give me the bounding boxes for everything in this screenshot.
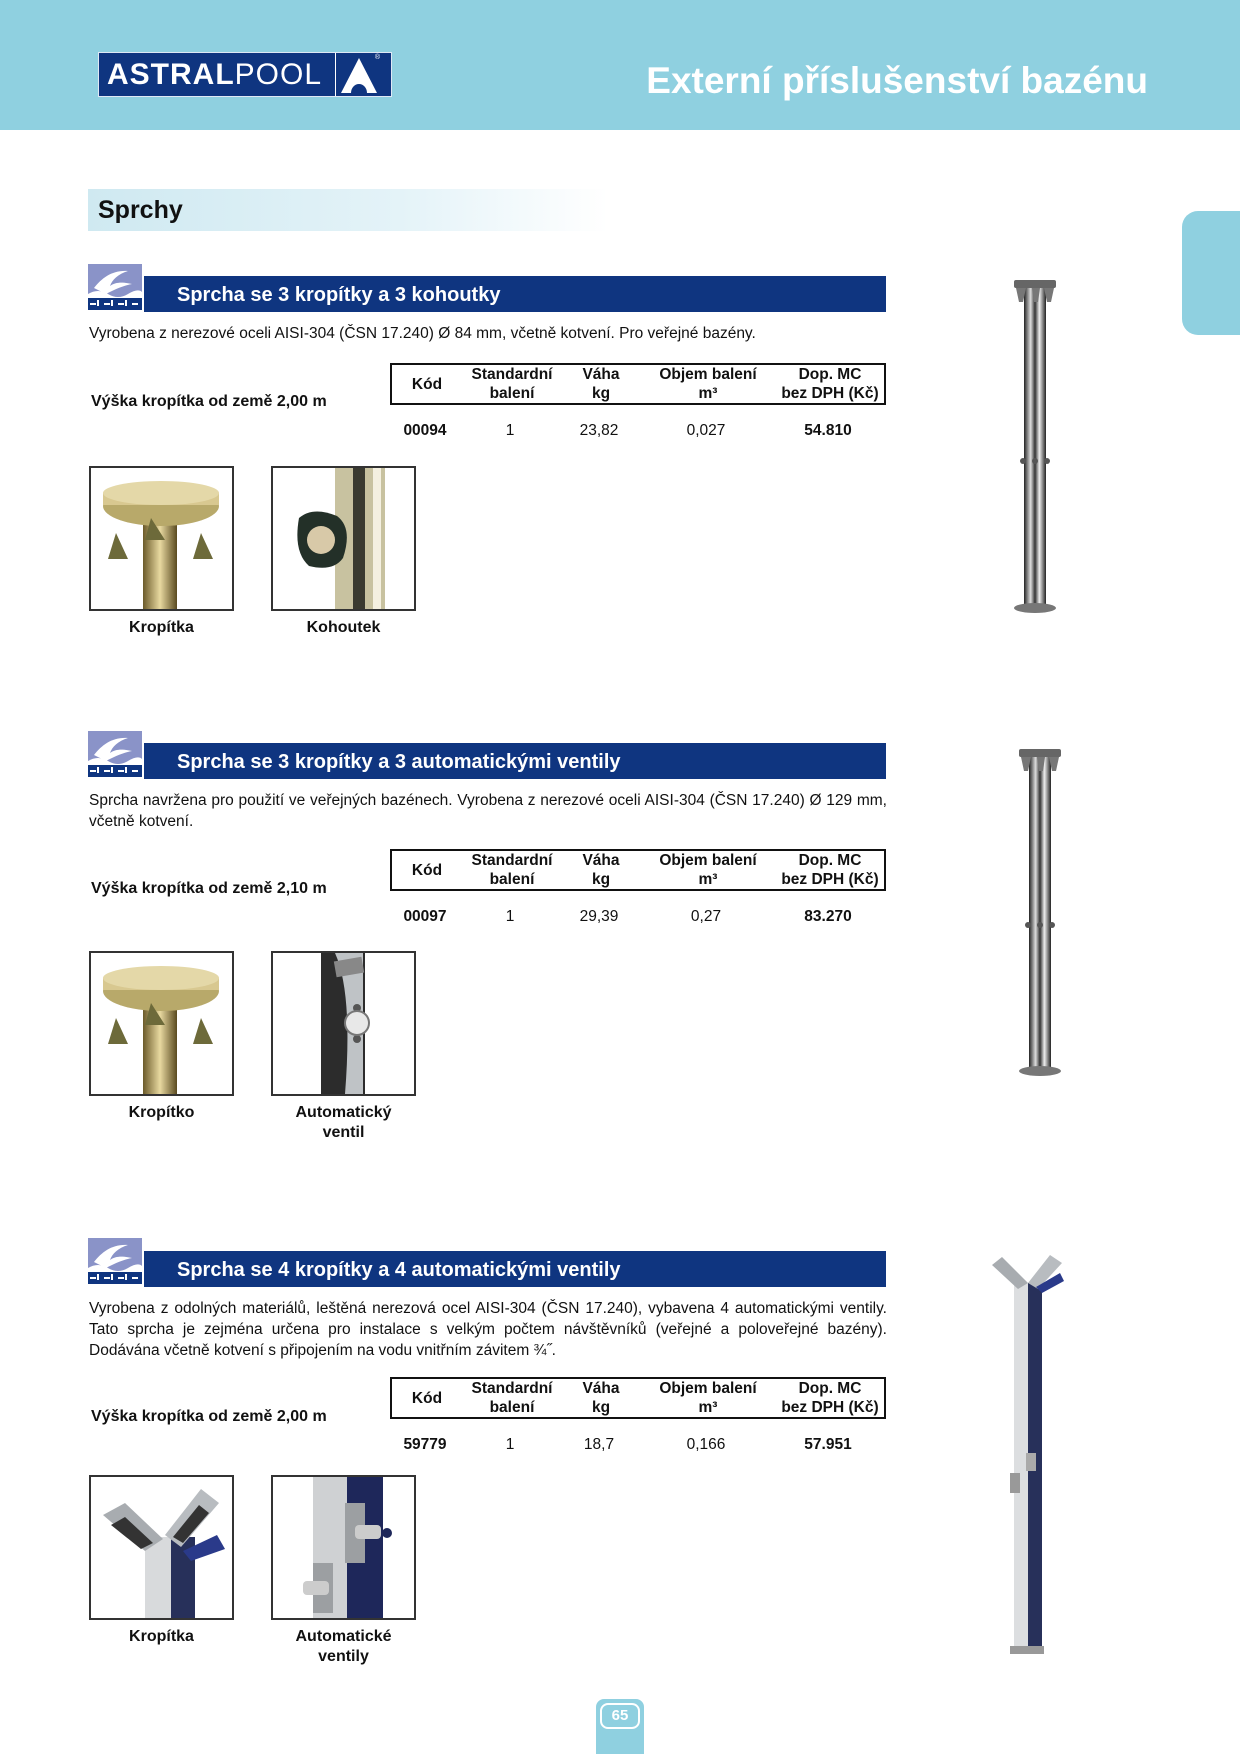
shower-height-label: Výška kropítka od země 2,00 m — [91, 1408, 327, 1425]
spec-table — [390, 849, 886, 931]
product-description: Vyrobena z odolných materiálů, leštěná nerezová ocel AISI-304 (ČSN 17.240), vybavena 4 automatickými ventily. Tato sprcha je zejména určena pro instalace s velkým počtem návštěvníků (veřejné a poloveřejné bazény). Dodávána včetně kotvení s připojením na vodu vnitřním závitem ¾˝. — [89, 1300, 887, 1359]
cell-baleni: 1 — [505, 1435, 515, 1453]
shower-heads-photo — [89, 466, 234, 611]
brand-light: POOL — [234, 57, 323, 91]
cell-vaha: 29,39 — [579, 907, 619, 925]
page-title: Externí příslušenství bazénu — [646, 60, 1148, 101]
page-header — [0, 0, 1240, 130]
automatic-valves-photo — [271, 1475, 416, 1620]
table-row — [390, 415, 886, 445]
table-row — [390, 1429, 886, 1459]
cell-kod: 00097 — [403, 907, 447, 925]
shower-height-label: Výška kropítka od země 2,00 m — [91, 393, 327, 410]
public-pool-icon — [88, 264, 142, 310]
col-standard: Standardní balení — [471, 852, 553, 888]
astralpool-a-icon — [335, 53, 382, 96]
round-shower-photo — [1010, 276, 1060, 621]
round-shower-photo — [1015, 745, 1065, 1085]
thumb-caption: Automatické ventily — [295, 1628, 392, 1665]
col-objem: Objem balení m³ — [659, 852, 757, 888]
registered-mark: ® — [374, 54, 380, 61]
col-vaha: Váha kg — [582, 1380, 620, 1416]
spec-table-header — [390, 1377, 886, 1419]
section-title: Sprchy — [98, 196, 183, 224]
col-kod: Kód — [411, 375, 443, 393]
col-vaha: Váha kg — [582, 852, 620, 888]
product-title: Sprcha se 3 kropítky a 3 automatickými ventily — [177, 751, 621, 773]
public-pool-icon — [88, 731, 142, 777]
col-cena: Dop. MC bez DPH (Kč) — [781, 1380, 879, 1416]
cell-cena: 57.951 — [804, 1435, 852, 1453]
shower-height-label: Výška kropítka od země 2,10 m — [91, 880, 327, 897]
col-kod: Kód — [411, 861, 443, 879]
thumb-caption: Kropítko — [128, 1104, 195, 1121]
product-description: Sprcha navržena pro použití ve veřejných bazénech. Vyrobena z nerezové oceli AISI-304 (ČSN 17.240) Ø 129 mm, včetně kotvení. — [89, 792, 887, 830]
cell-objem: 0,166 — [686, 1435, 726, 1453]
thumb-caption: Kropítka — [129, 619, 194, 636]
cell-objem: 0,27 — [690, 907, 722, 925]
faucet-photo — [271, 466, 416, 611]
page-number: 65 — [600, 1703, 640, 1729]
public-pool-icon — [88, 1238, 142, 1284]
square-shower-heads-photo — [89, 1475, 234, 1620]
cell-cena: 83.270 — [804, 907, 852, 925]
col-objem: Objem balení m³ — [659, 1380, 757, 1416]
side-tab-marker — [1182, 211, 1240, 335]
col-cena: Dop. MC bez DPH (Kč) — [781, 852, 879, 888]
cell-kod: 00094 — [403, 421, 447, 439]
shower-head-photo — [89, 951, 234, 1096]
spec-table-header — [390, 849, 886, 891]
cell-kod: 59779 — [403, 1435, 447, 1453]
col-kod: Kód — [411, 1389, 443, 1407]
brand-bold: ASTRAL — [107, 57, 235, 91]
cell-baleni: 1 — [505, 907, 515, 925]
col-standard: Standardní balení — [471, 366, 553, 402]
product-title: Sprcha se 4 kropítky a 4 automatickými ventily — [177, 1259, 621, 1281]
thumb-caption: Kropítka — [129, 1628, 194, 1645]
cell-vaha: 18,7 — [583, 1435, 615, 1453]
spec-table-header — [390, 363, 886, 405]
thumb-caption: Automatický ventil — [295, 1104, 392, 1141]
col-vaha: Váha kg — [582, 366, 620, 402]
automatic-valve-photo — [271, 951, 416, 1096]
cell-objem: 0,027 — [686, 421, 726, 439]
spec-table — [390, 363, 886, 445]
table-row — [390, 901, 886, 931]
astralpool-logo — [98, 52, 392, 97]
cell-baleni: 1 — [505, 421, 515, 439]
cell-vaha: 23,82 — [579, 421, 619, 439]
product-description: Vyrobena z nerezové oceli AISI-304 (ČSN 17.240) Ø 84 mm, včetně kotvení. Pro veřejné bazény. — [89, 325, 756, 342]
col-standard: Standardní balení — [471, 1380, 553, 1416]
page-number-tab — [596, 1699, 644, 1754]
col-objem: Objem balení m³ — [659, 366, 757, 402]
square-shower-photo — [990, 1253, 1065, 1663]
cell-cena: 54.810 — [804, 421, 852, 439]
spec-table — [390, 1377, 886, 1459]
product-title: Sprcha se 3 kropítky a 3 kohoutky — [177, 284, 501, 306]
col-cena: Dop. MC bez DPH (Kč) — [781, 366, 879, 402]
thumb-caption: Kohoutek — [306, 619, 381, 636]
